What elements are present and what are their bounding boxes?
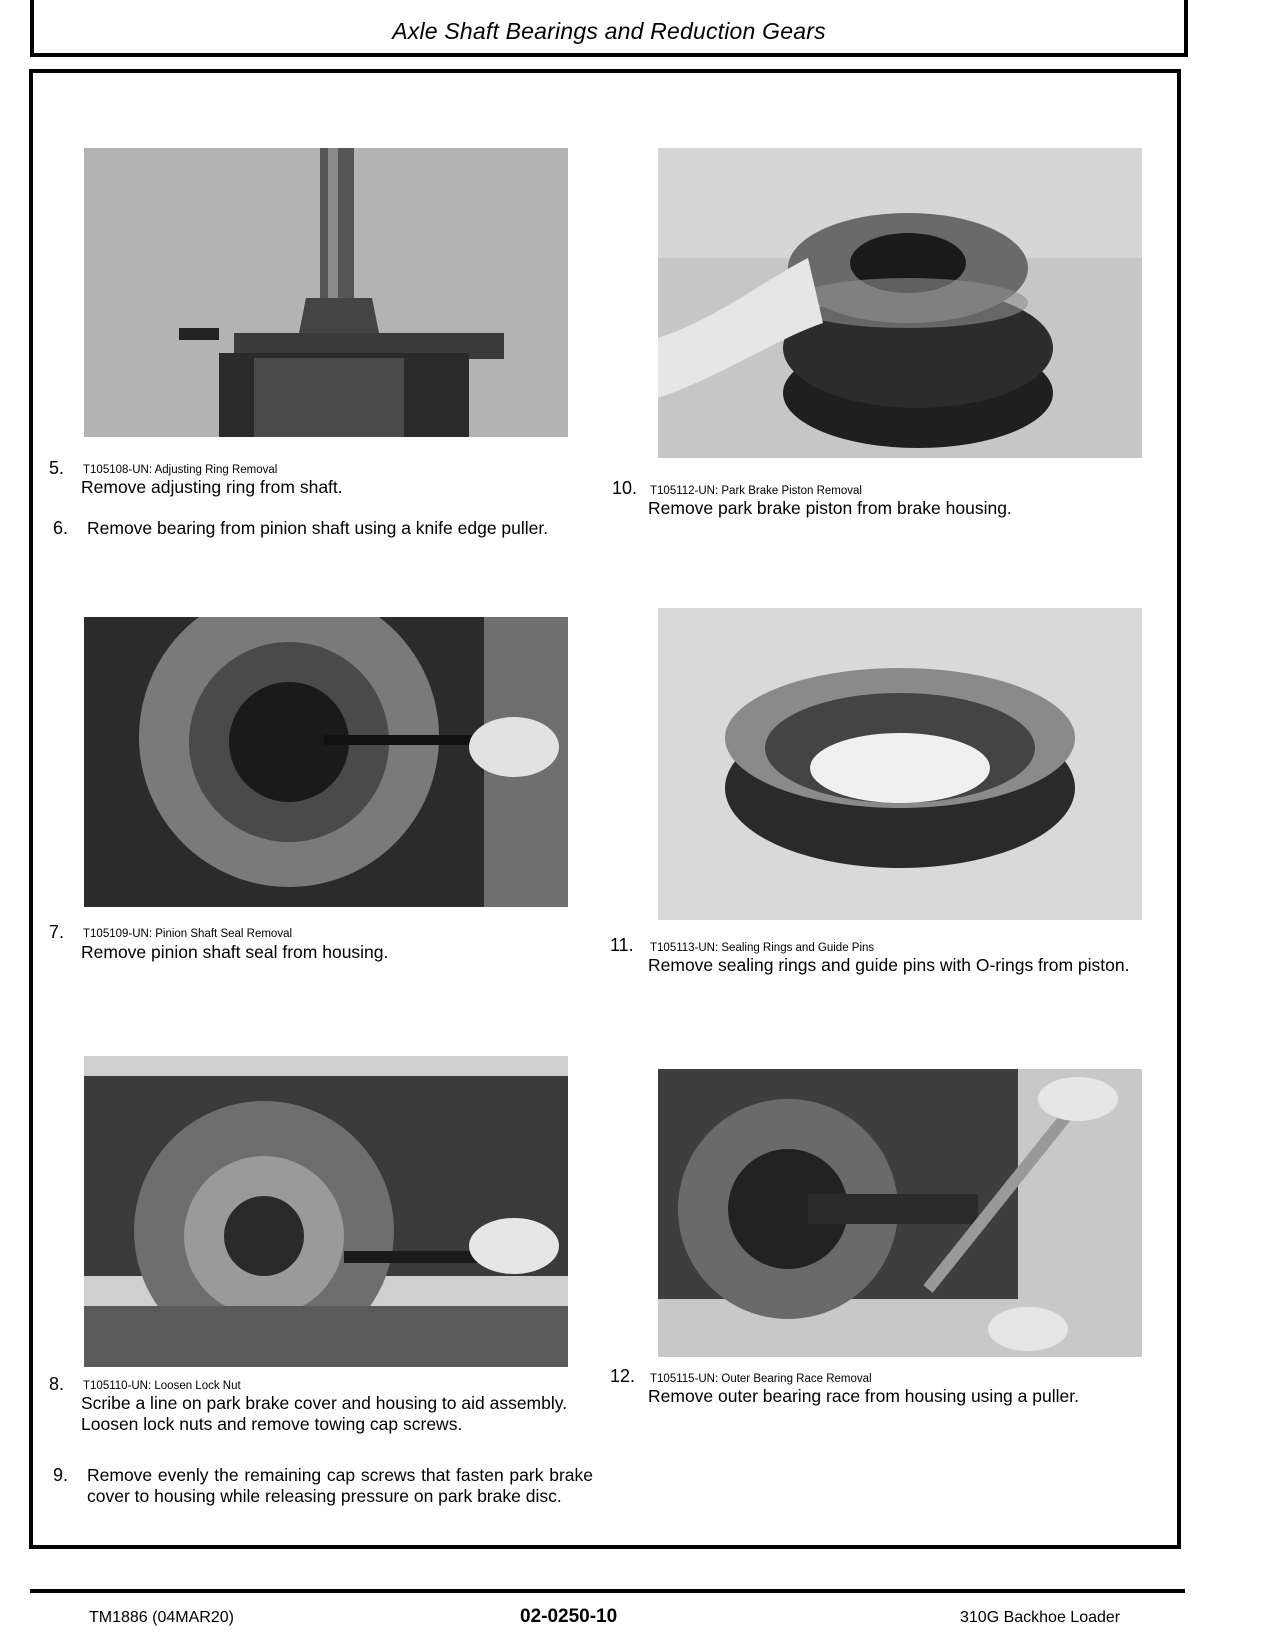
figure-caption: T105109-UN: Pinion Shaft Seal Removal xyxy=(83,928,293,940)
footer-machine-model: 310G Backhoe Loader xyxy=(960,1609,1121,1626)
step-text: Remove pinion shaft seal from housing. xyxy=(81,942,389,962)
step-text: Remove bearing from pinion shaft using a knife edge puller. xyxy=(87,518,549,538)
loosen-lock-nut-photo xyxy=(84,1056,568,1367)
step-text: Remove park brake piston from brake housing. xyxy=(648,498,1012,518)
step-number: 9. xyxy=(53,1465,69,1485)
footer-rule xyxy=(30,1589,1185,1593)
outer-bearing-race-removal-photo xyxy=(658,1069,1142,1357)
page-title: Axle Shaft Bearings and Reduction Gears xyxy=(392,18,826,44)
sealing-rings-guide-pins-photo xyxy=(658,608,1142,920)
figure-caption: T105110-UN: Loosen Lock Nut xyxy=(83,1380,241,1392)
step-text: Remove evenly the remaining cap screws that fasten park brake cover to housing while releasing pressure on park brake disc. xyxy=(87,1465,593,1506)
step-text: Remove adjusting ring from shaft. xyxy=(81,477,343,497)
pinion-shaft-seal-removal-photo xyxy=(84,617,568,907)
step-text-line-2: Loosen lock nuts and remove towing cap screws. xyxy=(81,1414,463,1434)
figure-caption: T105115-UN: Outer Bearing Race Removal xyxy=(650,1373,872,1385)
step-number: 8. xyxy=(49,1374,65,1394)
step-number: 5. xyxy=(49,458,65,478)
figure-caption: T105112-UN: Park Brake Piston Removal xyxy=(650,485,862,497)
footer-page-number: 02-0250-10 xyxy=(520,1606,618,1627)
step-text: Remove sealing rings and guide pins with O-rings from piston. xyxy=(648,955,1130,975)
step-text-line-1: Scribe a line on park brake cover and housing to aid assembly. xyxy=(81,1393,568,1413)
step-number: 7. xyxy=(49,922,65,942)
step-number: 11. xyxy=(610,935,634,955)
step-number: 12. xyxy=(610,1366,636,1386)
park-brake-piston-removal-photo xyxy=(658,148,1142,458)
figure-caption: T105108-UN: Adjusting Ring Removal xyxy=(83,464,278,476)
adjusting-ring-removal-photo xyxy=(84,148,568,437)
step-number: 6. xyxy=(53,518,69,538)
header-box xyxy=(30,0,1188,57)
figure-caption: T105113-UN: Sealing Rings and Guide Pins xyxy=(650,942,875,954)
step-text: Remove outer bearing race from housing using a puller. xyxy=(648,1386,1079,1406)
footer-manual-id: TM1886 (04MAR20) xyxy=(89,1609,234,1626)
step-number: 10. xyxy=(612,478,638,498)
